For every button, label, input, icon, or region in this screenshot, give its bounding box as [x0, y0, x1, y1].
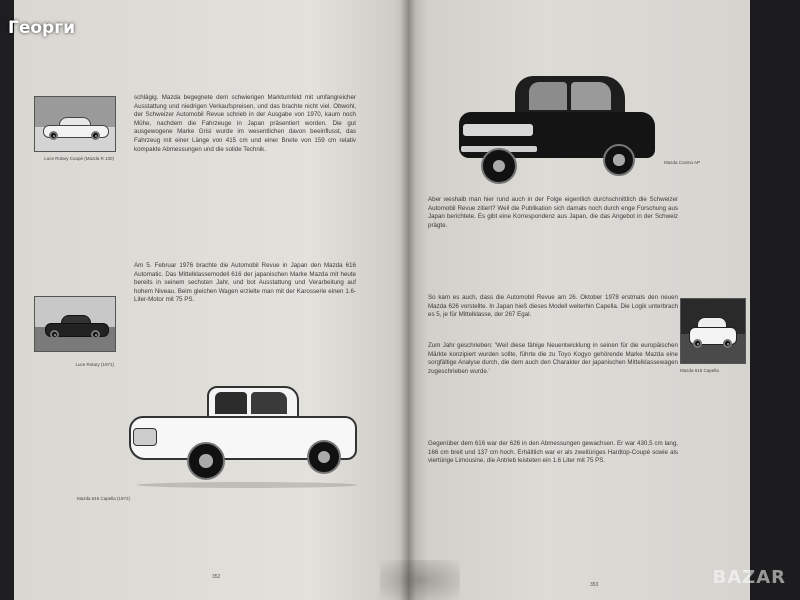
caption-photo3: Mazda 616 Capella (1972) — [76, 496, 130, 501]
caption-photo2: Luce Rotary (1971) — [75, 362, 114, 367]
caption-photo5: Mazda 616 Capella — [680, 368, 719, 373]
caption-photo4: Mazda Cosmo AP — [664, 160, 701, 165]
bazar-watermark-logo: BAZAR — [712, 567, 786, 588]
left-text-block-2 — [134, 262, 356, 372]
left-paragraph-2: Am 5. Februar 1976 brachte die Automobil Revue in Japan den Mazda 616 Automatic. Das Mittelklassemodell 616 der japanischen Marke Mazda mit heute bereits in seinem sechsten Jahr, und bot Ausstattung und Verarbeitung auf hohem Niveau. Beim gleichen Wagen erzielte man mit der Karosserie einen 1.6-Liter-Motor mit 75 PS. — [134, 262, 356, 304]
right-text-block-2 — [428, 294, 678, 334]
right-text-block-3 — [428, 342, 678, 426]
photo-mazda-616-right — [680, 298, 746, 364]
right-paragraph-3: Zum Jahr geschrieben: 'Weil diese fähige Neuentwicklung in seinen für die europäischen Märkte konzipiert wurden sollte, führte die zu Toyo Kogyo gehörende Marke Mazda eine sorgfältige Analyse durch, die dem auch den Charakter der japanischen Mittelklassewagen zugeschrieben wurde.' — [428, 342, 678, 375]
right-paragraph-2: So kam es auch, dass die Automobil Revue am 26. Oktober 1978 erstmals den neuen Mazda 626 vorstellte. In Japan hieß dieses Modell weiterhin Capella. Die Logik unterbrach es 5, je für Mittelklasse, der 267 Egal. — [428, 294, 678, 319]
right-page-number: 353 — [590, 582, 599, 588]
left-text-block-1 — [134, 94, 356, 254]
right-text-block-1 — [428, 196, 678, 278]
photo-luce-rotary — [34, 296, 116, 352]
photo-luce-coupe — [34, 96, 116, 152]
left-paragraph-1: schlägig. Mazda begegnete dem schwierigen Marktumfeld mit umfangreicher Ausstattung und niedrigen Verkaufspreisen, und das brachte nicht viel. Obwohl, der Schweizer Automobil Revue schrieb in der Ausgabe von 1970, kaum noch Mühe, nachdem die Fahrzeuge in Japan präsentiert worden. Die gut ausgewogene Marke Grisi wurde im wesentlichen davon beeinflusst, das Fahrzeug mit einer Länge von 415 cm und einer Breite von 159 cm relativ kompakte Abmessungen und die solide Technik. — [134, 94, 356, 153]
gutter-bottom-shadow — [380, 560, 460, 600]
right-paragraph-4: Gegenüber dem 616 war der 626 in den Abmessungen gewachsen. Er war 430,5 cm lang, 166 cm breit und 137 cm hoch. Erhältlich war er als zweitüriges Hardtop-Coupé sowie als viertürige Limousine, die Antrieb leisteten ein 1.6 Liter mit 75 PS. — [428, 440, 678, 465]
right-paragraph-1: Aber weshalb man hier rund auch in der Folge eigentlich durchschnittlich die Schweizer Automobil Revue zitiert? Weil die Publikation sich damals noch durch enge Forschung aus Japan berichtete. Es gibt eine Korrespondenz aus Japan, die das Angebot in der Schweiz prägte. — [428, 196, 678, 229]
caption-photo1: Luce Rotary Coupé (Mazda R 130) — [44, 156, 114, 161]
book-gutter — [400, 0, 416, 600]
seller-name-overlay: Георги — [8, 18, 76, 38]
photo-mazda-616 — [125, 380, 360, 495]
photo-mazda-cosmo — [455, 70, 660, 190]
right-text-block-4 — [428, 440, 678, 530]
left-page-number: 352 — [212, 574, 221, 580]
